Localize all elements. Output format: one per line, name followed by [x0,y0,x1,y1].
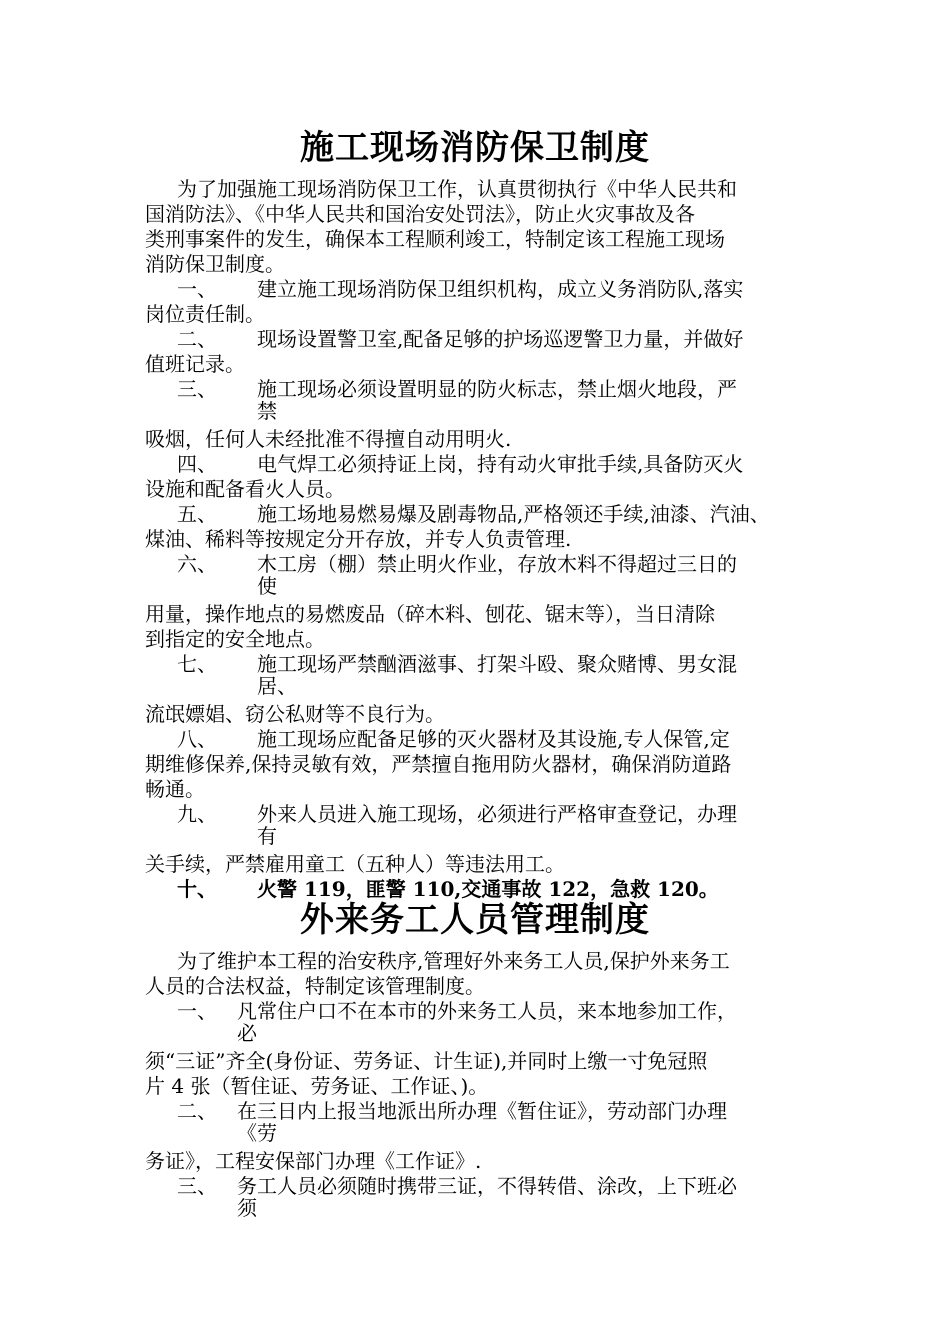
item-text: 在三日内上报当地派出所办理《暂住证》，劳动部门办理 [237,1099,727,1123]
item-text: 居、 [257,674,297,698]
item-text: 设施和配备看火人员。 [145,477,345,501]
item-number: 六、 [177,552,217,576]
section2-title: 外来务工人员管理制度 [300,900,650,940]
section1-intro-line: 为了加强施工现场消防保卫工作，认真贯彻执行《中华人民共和 [177,177,737,201]
item-text: 片 4 张（暂住证、劳务证、工作证、)。 [145,1074,489,1098]
item-text: 岗位责任制。 [145,302,265,326]
item-text: 施工现场严禁酗酒滋事、打架斗殴、聚众赌博、男女混 [257,652,737,676]
section2-intro-line: 为了维护本工程的治安秩序,管理好外来务工人员,保护外来务工 [177,949,730,973]
item-number: 九、 [177,802,217,826]
item-number: 二、 [177,1099,217,1123]
item-number: 十、 [177,877,217,901]
section2-intro-line: 人员的合法权益，特制定该管理制度。 [145,974,485,998]
item-text: 火警 119，匪警 110,交通事故 122，急救 120。 [257,877,719,901]
item-text: 凡常住户口不在本市的外来务工人员，来本地参加工作， [237,999,737,1023]
item-text: 用量，操作地点的易燃废品（碎木料、刨花、锯末等），当日清除 [145,602,715,626]
item-number: 五、 [177,502,217,526]
item-text: 外来人员进入施工现场，必须进行严格审查登记，办理 [257,802,737,826]
item-text: 现场设置警卫室,配备足够的护场巡逻警卫力量，并做好 [257,327,744,351]
item-text: 施工现场应配备足够的灭火器材及其设施,专人保管,定 [257,727,730,751]
item-text: 吸烟，任何人未经批准不得擅自动用明火. [145,427,512,451]
item-number: 一、 [177,999,217,1023]
item-text: 施工现场必须设置明显的防火标志，禁止烟火地段，严 [257,377,737,401]
item-text: 《劳 [237,1121,277,1145]
item-number: 三、 [177,377,217,401]
section1-title: 施工现场消防保卫制度 [300,128,650,168]
item-text: 禁 [257,399,277,423]
section1-intro-line: 消防保卫制度。 [145,252,285,276]
item-text: 必 [237,1021,257,1045]
item-number: 三、 [177,1174,217,1198]
item-text: 须 [237,1196,257,1220]
item-text: 须“三证”齐全(身份证、劳务证、计生证),并同时上缴一寸免冠照 [145,1049,708,1073]
item-text: 值班记录。 [145,352,245,376]
item-text: 流氓嫖娼、窃公私财等不良行为。 [145,702,445,726]
item-number: 四、 [177,452,217,476]
item-text: 期维修保养,保持灵敏有效，严禁擅自拖用防火器材，确保消防道路 [145,752,732,776]
item-text: 有 [257,824,277,848]
item-text: 施工场地易燃易爆及剧毒物品,严格领还手续,油漆、汽油、 [257,502,770,526]
item-number: 二、 [177,327,217,351]
item-text: 务证》，工程安保部门办理《工作证》. [145,1149,482,1173]
section1-intro-line: 国消防法》、《中华人民共和国治安处罚法》，防止火灾事故及各 [145,202,695,226]
item-number: 七、 [177,652,217,676]
item-text: 电气焊工必须持证上岗，持有动火审批手续,具备防灭火 [257,452,744,476]
item-text: 关手续，严禁雇用童工（五种人）等违法用工。 [145,852,565,876]
item-text: 畅通。 [145,777,205,801]
item-text: 使 [257,574,277,598]
section1-intro-line: 类刑事案件的发生，确保本工程顺利竣工，特制定该工程施工现场 [145,227,725,251]
item-text: 木工房（棚）禁止明火作业，存放木料不得超过三日的 [257,552,737,576]
item-text: 务工人员必须随时携带三证，不得转借、涂改，上下班必 [237,1174,737,1198]
item-number: 一、 [177,277,217,301]
item-text: 建立施工现场消防保卫组织机构，成立义务消防队,落实 [257,277,744,301]
item-number: 八、 [177,727,217,751]
item-text: 煤油、稀料等按规定分开存放，并专人负责管理. [145,527,572,551]
item-text: 到指定的安全地点。 [145,627,325,651]
